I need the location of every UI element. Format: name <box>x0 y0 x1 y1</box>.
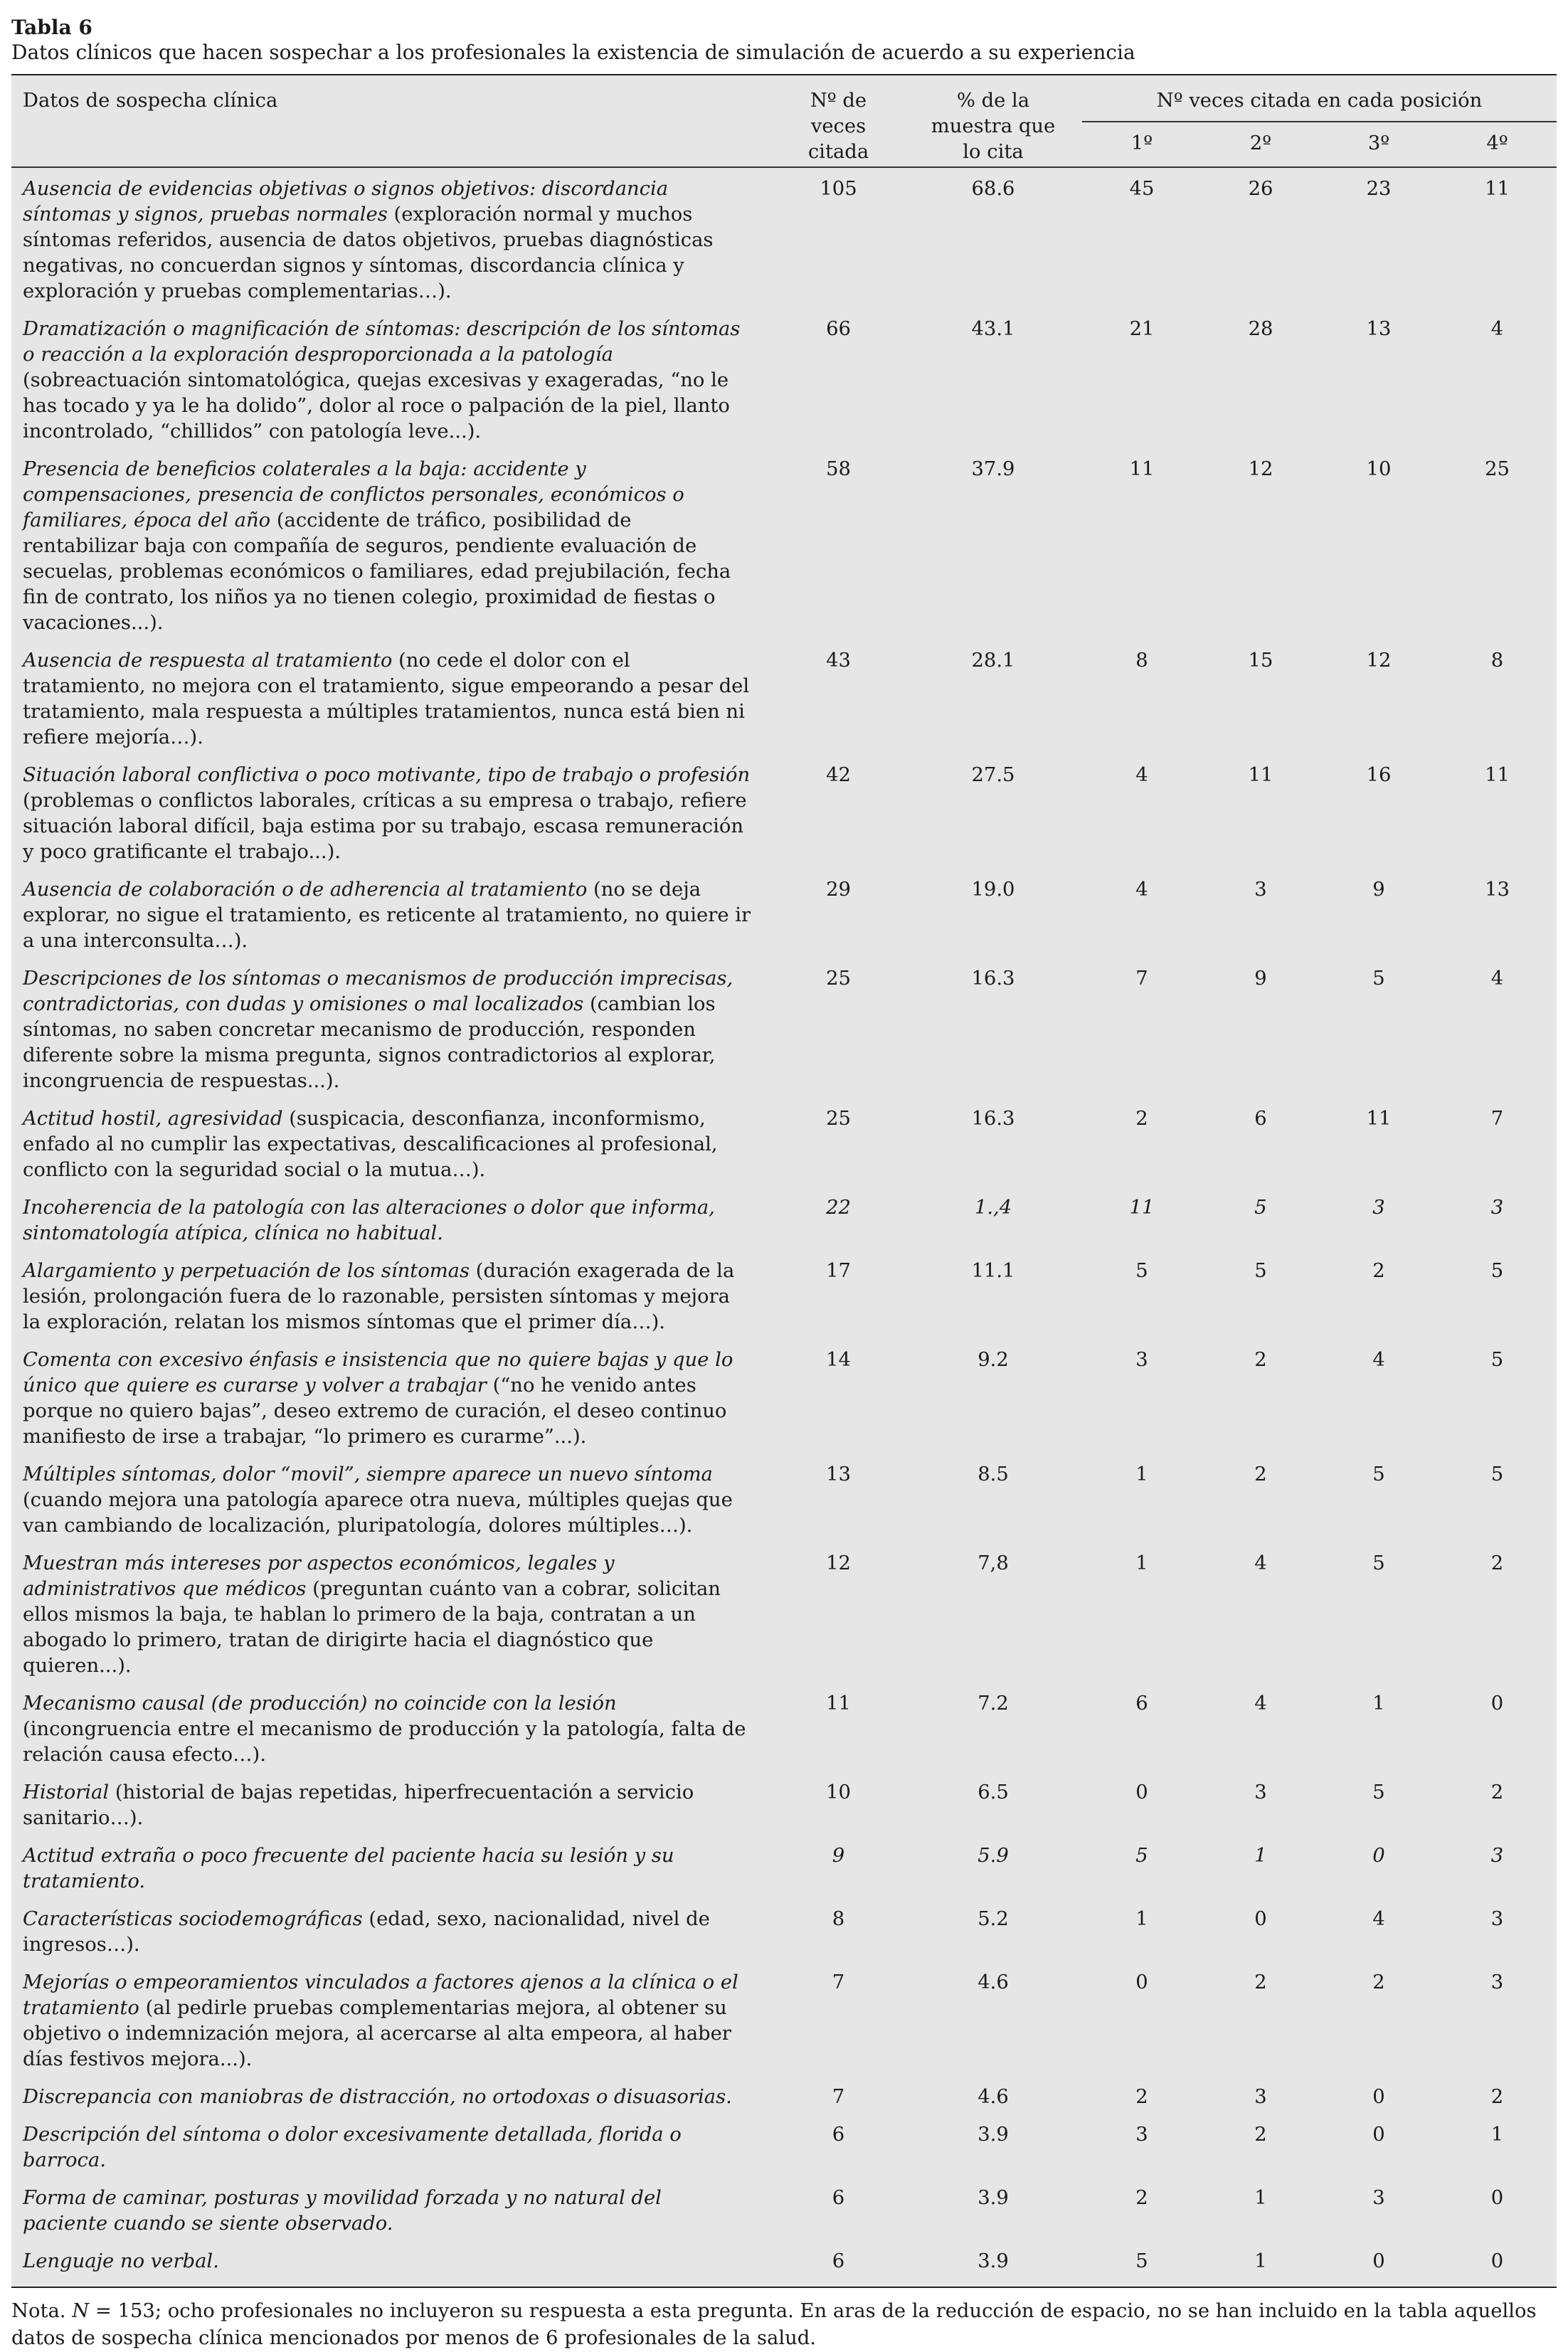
table-row <box>11 1691 1557 1780</box>
row-description: Múltiples síntomas, dolor “movil”, siempre aparece un nuevo síntoma (cuando mejora una patología aparece otra nueva, múltiples quejas que van cambiando de localización, pluripatología, dolores múltiples…). <box>23 1463 733 1537</box>
row-p1: 4 <box>1135 879 1148 901</box>
row-count: 8 <box>832 1908 845 1930</box>
row-p3: 5 <box>1372 1781 1385 1803</box>
row-pct: 19.0 <box>971 879 1015 901</box>
row-count: 7 <box>832 2086 845 2108</box>
row-p1: 5 <box>1135 1260 1148 1282</box>
row-p4: 7 <box>1490 1108 1504 1130</box>
row-p2: 1 <box>1254 2187 1267 2209</box>
table-row <box>11 648 1557 763</box>
row-count: 43 <box>826 650 851 672</box>
row-count: 105 <box>820 178 857 200</box>
table-row <box>11 877 1557 966</box>
row-p4: 5 <box>1490 1349 1504 1371</box>
row-p4: 8 <box>1490 650 1504 672</box>
table-row <box>11 966 1557 1106</box>
header-percent: % de la muestra que lo cita <box>931 90 1056 163</box>
header-position-1: 1º <box>1130 132 1153 154</box>
table-row <box>11 1347 1557 1462</box>
row-p3: 0 <box>1372 2086 1385 2108</box>
row-description: Forma de caminar, posturas y movilidad forzada y no natural del paciente cuando se siente observado. <box>23 2187 662 2235</box>
row-p1: 1 <box>1135 1908 1148 1930</box>
row-pct: 11.1 <box>971 1260 1015 1282</box>
row-count: 13 <box>826 1463 851 1485</box>
row-p1: 1 <box>1135 1552 1148 1574</box>
row-p2: 5 <box>1254 1260 1267 1282</box>
row-count: 29 <box>826 879 851 901</box>
row-p1: 2 <box>1135 2086 1148 2108</box>
table-label: Tabla 6 <box>11 16 92 39</box>
row-p4: 11 <box>1485 764 1510 786</box>
row-description: Lenguaje no verbal. <box>23 2250 219 2272</box>
row-p4: 4 <box>1490 318 1504 340</box>
table-row <box>11 317 1557 457</box>
table-row <box>11 1907 1557 1970</box>
row-pct: 4.6 <box>978 1971 1009 1993</box>
table-box <box>11 74 1557 2288</box>
row-p3: 9 <box>1372 879 1385 901</box>
row-p3: 4 <box>1372 1349 1385 1371</box>
row-p4: 3 <box>1490 1971 1504 1993</box>
row-p3: 10 <box>1366 458 1392 480</box>
row-p2: 3 <box>1254 879 1267 901</box>
table-row <box>11 1970 1557 2085</box>
row-pct: 6.5 <box>978 1781 1009 1803</box>
row-count: 6 <box>832 2250 845 2272</box>
row-pct: 16.3 <box>971 968 1015 990</box>
table-row <box>11 2085 1557 2122</box>
row-p3: 13 <box>1366 318 1392 340</box>
row-p2: 5 <box>1254 1197 1267 1219</box>
row-p3: 2 <box>1372 1260 1385 1282</box>
row-p3: 0 <box>1372 2124 1385 2146</box>
row-description: Ausencia de colaboración o de adherencia al tratamiento (no se deja explorar, no sigue el tratamiento, es reticente al tratamiento, no quiere ir a una interconsulta…). <box>23 879 751 952</box>
row-p4: 2 <box>1490 1781 1504 1803</box>
row-count: 58 <box>826 458 851 480</box>
row-p2: 9 <box>1254 968 1267 990</box>
row-p4: 0 <box>1490 2250 1504 2272</box>
row-pct: 3.9 <box>978 2187 1009 2209</box>
row-p2: 1 <box>1254 2250 1267 2272</box>
row-p1: 21 <box>1129 318 1155 340</box>
row-p2: 15 <box>1248 650 1273 672</box>
row-p1: 0 <box>1135 1971 1148 1993</box>
table-figure <box>11 16 1557 2352</box>
row-p1: 3 <box>1135 2124 1148 2146</box>
row-count: 10 <box>826 1781 851 1803</box>
row-p3: 3 <box>1372 1197 1385 1219</box>
table-row <box>11 1551 1557 1691</box>
row-p2: 0 <box>1254 1908 1267 1930</box>
table-note: Nota. N = 153; ocho profesionales no incluyeron su respuesta a esta pregunta. En aras de la reducción de espacio, no se han incluido en la tabla aquellos datos de sospecha clínica mencionados por menos de 6 profesionales de la salud. <box>11 2300 1537 2349</box>
row-p2: 1 <box>1254 1845 1267 1867</box>
row-description: Mejorías o empeoramientos vinculados a factores ajenos a la clínica o el tratamiento (al pedirle pruebas complementarias mejora, al obtener su objetivo o indemnización mejora, al acercarse al alta empeora, al haber días festivos mejora...). <box>23 1971 738 2070</box>
row-p4: 3 <box>1490 1845 1504 1867</box>
row-count: 25 <box>826 1108 851 1130</box>
table-row <box>11 1462 1557 1551</box>
row-p1: 6 <box>1135 1693 1148 1715</box>
row-p3: 5 <box>1372 968 1385 990</box>
table-row <box>11 457 1557 648</box>
row-p4: 0 <box>1490 1693 1504 1715</box>
row-p3: 11 <box>1366 1108 1392 1130</box>
row-count: 9 <box>832 1845 845 1867</box>
row-p4: 3 <box>1490 1908 1504 1930</box>
row-count: 6 <box>832 2124 845 2146</box>
row-p4: 5 <box>1490 1463 1504 1485</box>
table-row <box>11 1843 1557 1907</box>
row-pct: 9.2 <box>978 1349 1009 1371</box>
row-pct: 16.3 <box>971 1108 1015 1130</box>
row-p2: 2 <box>1254 1971 1267 1993</box>
table-row <box>11 763 1557 877</box>
row-description: Incoherencia de la patología con las alteraciones o dolor que informa, sintomatología atípica, clínica no habitual. <box>23 1197 715 1244</box>
row-p1: 2 <box>1135 1108 1148 1130</box>
header-count: Nº de veces citada <box>807 90 869 163</box>
row-count: 7 <box>832 1971 845 1993</box>
header-position-4: 4º <box>1486 132 1508 154</box>
row-count: 14 <box>826 1349 851 1371</box>
row-p4: 2 <box>1490 2086 1504 2108</box>
row-description: Descripciones de los síntomas o mecanismos de producción imprecisas, contradictorias, con dudas y omisiones o mal localizados (cambian los síntomas, no saben concretar mecanismo de producción, responden diferente sobre la misma pregunta, signos contradictorios al explorar, incongruencia de respuestas...). <box>23 968 733 1092</box>
row-p2: 4 <box>1254 1693 1267 1715</box>
row-p1: 3 <box>1135 1349 1148 1371</box>
row-pct: 5.2 <box>978 1908 1009 1930</box>
row-description: Descripción del síntoma o dolor excesivamente detallada, florida o barroca. <box>23 2124 682 2171</box>
table-row <box>11 2122 1557 2186</box>
table-row <box>11 2186 1557 2249</box>
row-count: 12 <box>826 1552 851 1574</box>
row-pct: 7.2 <box>978 1693 1009 1715</box>
row-count: 22 <box>826 1197 851 1219</box>
row-p2: 2 <box>1254 2124 1267 2146</box>
row-description: Ausencia de respuesta al tratamiento (no cede el dolor con el tratamiento, no mejora con el tratamiento, sigue empeorando a pesar del tratamiento, mala respuesta a múltiples tratamientos, nunca está bien ni refiere mejoría…). <box>23 650 750 748</box>
row-description: Situación laboral conflictiva o poco motivante, tipo de trabajo o profesión (problemas o conflictos laborales, críticas a su empresa o trabajo, refiere situación laboral difícil, baja estima por su trabajo, escasa remuneración y poco gratificante el trabajo...). <box>23 764 751 863</box>
row-pct: 28.1 <box>971 650 1015 672</box>
row-p3: 1 <box>1372 1693 1385 1715</box>
row-count: 6 <box>832 2187 845 2209</box>
row-count: 11 <box>826 1693 851 1715</box>
row-count: 25 <box>826 968 851 990</box>
row-p3: 4 <box>1372 1908 1385 1930</box>
row-p1: 11 <box>1129 1197 1155 1219</box>
table-caption: Datos clínicos que hacen sospechar a los profesionales la existencia de simulación de acuerdo a su experiencia <box>11 41 1135 64</box>
row-pct: 7,8 <box>978 1552 1009 1574</box>
row-pct: 4.6 <box>978 2086 1009 2108</box>
row-p2: 28 <box>1248 318 1273 340</box>
row-description: Mecanismo causal (de producción) no coincide con la lesión (incongruencia entre el mecanismo de producción y la patología, falta de relación causa efecto…). <box>23 1693 746 1766</box>
row-p3: 16 <box>1366 764 1392 786</box>
row-pct: 43.1 <box>971 318 1015 340</box>
row-p1: 7 <box>1135 968 1148 990</box>
row-p3: 0 <box>1372 2250 1385 2272</box>
table-row <box>11 1780 1557 1843</box>
header-position-2: 2º <box>1249 132 1272 154</box>
row-p2: 2 <box>1254 1349 1267 1371</box>
row-p3: 5 <box>1372 1552 1385 1574</box>
header-description: Datos de sospecha clínica <box>23 90 278 112</box>
row-description: Actitud extraña o poco frecuente del paciente hacia su lesión y su tratamiento. <box>23 1845 674 1892</box>
row-description: Dramatización o magnificación de síntomas: descripción de los síntomas o reacción a la exploración desproporcionada a la patología (sobreactuación sintomatológica, quejas excesivas y exageradas, “no le has tocado y ya le ha dolido”, dolor al roce o palpación de la piel, llanto incontrolado, “chillidos” con patología leve...). <box>23 318 741 443</box>
row-pct: 37.9 <box>971 458 1015 480</box>
row-p4: 0 <box>1490 2187 1504 2209</box>
row-pct: 68.6 <box>971 178 1015 200</box>
row-p1: 0 <box>1135 1781 1148 1803</box>
header-position-3: 3º <box>1367 132 1390 154</box>
row-description: Actitud hostil, agresividad (suspicacia, desconfianza, inconformismo, enfado al no cumplir las expectativas, descalificaciones al profesional, conflicto con la seguridad social o la mutua…). <box>23 1108 718 1181</box>
row-p4: 2 <box>1490 1552 1504 1574</box>
row-p4: 11 <box>1485 178 1510 200</box>
row-p1: 2 <box>1135 2187 1148 2209</box>
row-count: 17 <box>826 1260 851 1282</box>
row-p2: 2 <box>1254 1463 1267 1485</box>
row-p1: 45 <box>1129 178 1155 200</box>
row-p4: 5 <box>1490 1260 1504 1282</box>
row-pct: 3.9 <box>978 2124 1009 2146</box>
row-p4: 3 <box>1490 1197 1504 1219</box>
table-row <box>11 176 1557 317</box>
row-description: Alargamiento y perpetuación de los síntomas (duración exagerada de la lesión, prolongación fuera de lo razonable, persisten síntomas y mejora la exploración, relatan los mismos síntomas que el primer día…). <box>23 1260 735 1333</box>
header-position-group: Nº veces citada en cada posición <box>1082 75 1557 122</box>
row-p2: 3 <box>1254 2086 1267 2108</box>
row-description: Historial (historial de bajas repetidas, hiperfrecuentación a servicio sanitario…). <box>23 1781 694 1829</box>
row-p1: 8 <box>1135 650 1148 672</box>
row-p4: 25 <box>1485 458 1510 480</box>
table-row <box>11 1259 1557 1347</box>
row-p3: 23 <box>1366 178 1392 200</box>
row-pct: 8.5 <box>978 1463 1009 1485</box>
data-table <box>11 75 1557 2287</box>
row-description: Discrepancia con maniobras de distracción, no ortodoxas o disuasorias. <box>23 2086 732 2108</box>
row-p1: 4 <box>1135 764 1148 786</box>
table-row <box>11 2249 1557 2287</box>
row-p2: 4 <box>1254 1552 1267 1574</box>
table-row <box>11 1106 1557 1195</box>
row-p3: 2 <box>1372 1971 1385 1993</box>
row-description: Comenta con excesivo énfasis e insistencia que no quiere bajas y que lo único que quiere es curarse y volver a trabajar (“no he venido antes porque no quiero bajas”, deseo extremo de curación, el deseo continuo manifiesto de irse a trabajar, “lo primero es curarme”...). <box>23 1349 733 1448</box>
row-p4: 1 <box>1490 2124 1504 2146</box>
row-p1: 5 <box>1135 2250 1148 2272</box>
row-p2: 3 <box>1254 1781 1267 1803</box>
row-p1: 5 <box>1135 1845 1148 1867</box>
row-p3: 12 <box>1366 650 1392 672</box>
row-count: 42 <box>826 764 851 786</box>
table-row <box>11 1195 1557 1259</box>
table-body <box>11 167 1557 2287</box>
row-p4: 4 <box>1490 968 1504 990</box>
row-description: Características sociodemográficas (edad, sexo, nacionalidad, nivel de ingresos…). <box>23 1908 710 1956</box>
row-pct: 27.5 <box>971 764 1015 786</box>
row-p4: 13 <box>1485 879 1510 901</box>
row-p3: 3 <box>1372 2187 1385 2209</box>
row-pct: 3.9 <box>978 2250 1009 2272</box>
row-p2: 11 <box>1248 764 1273 786</box>
row-count: 66 <box>826 318 851 340</box>
row-p1: 11 <box>1129 458 1155 480</box>
row-p3: 5 <box>1372 1463 1385 1485</box>
row-p2: 12 <box>1248 458 1273 480</box>
row-p2: 26 <box>1248 178 1273 200</box>
row-description: Ausencia de evidencias objetivas o signos objetivos: discordancia síntomas y signos, pruebas normales (exploración normal y muchos síntomas referidos, ausencia de datos objetivos, pruebas diagnósticas negativas, no concuerdan signos y síntomas, discordancia clínica y exploración y pruebas complementarias…). <box>23 178 714 302</box>
row-description: Presencia de beneficios colaterales a la baja: accidente y compensaciones, presencia de conflictos personales, económicos o familiares, época del año (accidente de tráfico, posibilidad de rentabilizar baja con compañía de seguros, pendiente evaluación de secuelas, problemas económicos o familiares, edad prejubilación, fecha fin de contrato, los niños ya no tienen colegio, proximidad de fiestas o vacaciones...). <box>23 458 731 634</box>
row-description: Muestran más intereses por aspectos económicos, legales y administrativos que médicos (preguntan cuánto van a cobrar, solicitan ellos mismos la baja, te hablan lo primero de la baja, contratan a un abogado lo primero, tratan de dirigirte hacia el diagnóstico que quieren...). <box>23 1552 721 1677</box>
row-pct: 1.,4 <box>974 1197 1012 1219</box>
row-p3: 0 <box>1372 1845 1385 1867</box>
row-p2: 6 <box>1254 1108 1267 1130</box>
row-p1: 1 <box>1135 1463 1148 1485</box>
row-pct: 5.9 <box>978 1845 1009 1867</box>
